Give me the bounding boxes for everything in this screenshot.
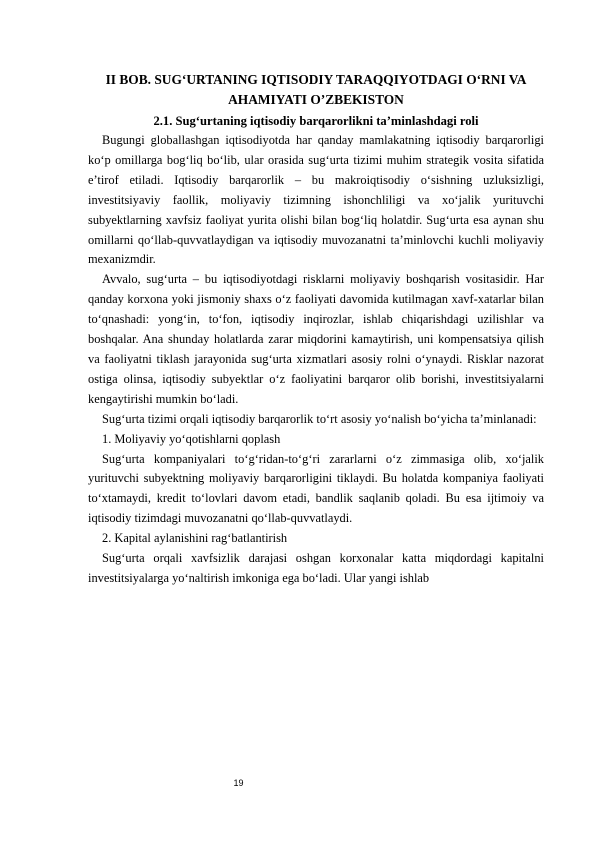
list-item-2: 2. Kapital aylanishini rag‘batlantirish bbox=[102, 531, 288, 546]
paragraph-loss-compensation: Sug‘urta kompaniyalari to‘g‘ridan-to‘g‘ri zararlarni o‘z zimmasiga olib, xo‘jalik yurituvchi subyektning moliyaviy barqarorligini tiklaydi. Bu holatda kompaniya faoliyati to‘xtamaydi, kredit to‘lovlari davom etadi, bandlik saqlanib qoladi. Bu esa ijtimoiy va iqtisodiy tizimdagi muvozanatni qo‘llab-quvvatlaydi. bbox=[88, 451, 544, 526]
paragraph-four-directions: Sug‘urta tizimi orqali iqtisodiy barqarorlik to‘rt asosiy yo‘nalish bo‘yicha ta’minlanadi: bbox=[102, 411, 537, 426]
list-item-1: 1. Moliyaviy yo‘qotishlarni qoplash bbox=[102, 431, 281, 446]
document-page bbox=[88, 70, 544, 589]
section-title: 2.1. Sug‘urtaning iqtisodiy barqarorlikni ta’minlashdagi roli bbox=[153, 114, 479, 128]
paragraph-intro: Bugungi globallashgan iqtisodiyotda har qanday mamlakatning iqtisodiy barqarorligi ko‘p omillarga bog‘liq bo‘lib, ular orasida sug‘urta tizimi muhim strategik vosita sifatida e’tirof etiladi. Iqtisodiy barqarorlik – bu makroiqtisodiy o‘sishning uzluksizligi, investitsiyaviy faollik, moliyaviy tizimning ishonchliligi va xo‘jalik yurituvchi subyektlarning xavfsiz faoliyat yurita olishi bilan bog‘liq holatdir. Sug‘urta esa aynan shu omillarni qo‘llab-quvvatlaydigan va iqtisodiy muvozanatni ta’minlovchi kuchli moliyaviy mexanizmdir. bbox=[88, 133, 544, 267]
chapter-title: II BOB. SUG‘URTANING IQTISODIY TARAQQIYOTDAGI O‘RNI VA AHAMIYATI O’ZBEKISTON bbox=[105, 72, 527, 107]
paragraph-risk-management: Avvalo, sug‘urta – bu iqtisodiyotdagi risklarni moliyaviy boshqarish vositasidir. Har qanday korxona yoki jismoniy shaxs o‘z faoliyati davomida kutilmagan xavf-xatarlar bilan to‘qnashadi: yong‘in, to‘fon, iqtisodiy inqirozlar, ishlab chiqarishdagi uzilishlar va boshqalar. Ana shunday holatlarda zarar miqdorini kamaytirish, uni kompensatsiya qilish va faoliyatni tiklash jarayonida sug‘urta xizmatlari asosiy rolni o‘ynaydi. Risklar nazorat ostiga olinsa, iqtisodiy subyektlar o‘z faoliyatini barqaror olib borishi, investitsiyalarni kengaytirishi mumkin bo‘ladi. bbox=[88, 272, 544, 406]
page-number: 19 bbox=[233, 778, 244, 788]
paragraph-capital-circulation: Sug‘urta orqali xavfsizlik darajasi oshgan korxonalar katta miqdordagi kapitalni investitsiyalarga yo‘naltirish imkoniga ega bo‘ladi. Ular yangi ishlab bbox=[88, 551, 544, 585]
